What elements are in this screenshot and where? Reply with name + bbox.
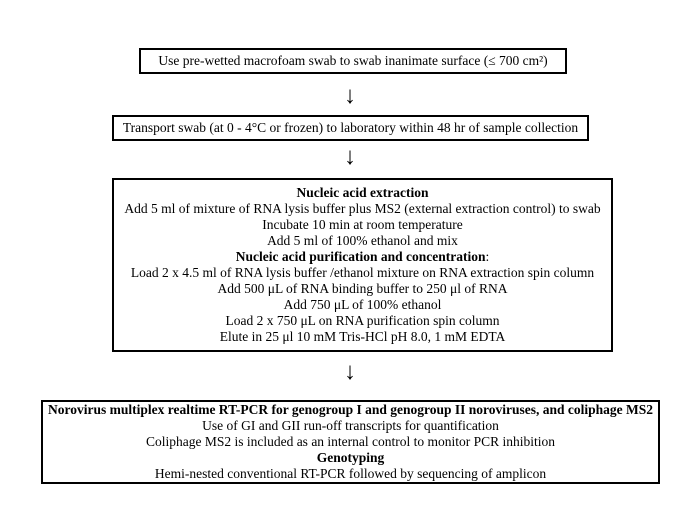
flow-box-extraction <box>112 178 613 352</box>
flow-box-transport <box>112 115 589 141</box>
purification-heading <box>114 249 611 265</box>
step-line: Load 2 x 4.5 ml of RNA lysis buffer /ethanol mixture on RNA extraction spin column <box>130 265 595 280</box>
down-arrow-icon: ↓ <box>344 144 356 170</box>
step-line: Add 5 ml of mixture of RNA lysis buffer plus MS2 (external extraction control) to swab <box>124 201 601 216</box>
step-line: Add 5 ml of 100% ethanol and mix <box>267 233 458 248</box>
step-line: Use of GI and GII run-off transcripts for quantification <box>202 418 499 433</box>
genotyping-heading: Genotyping <box>316 450 385 465</box>
step-line: Incubate 10 min at room temperature <box>262 217 463 232</box>
swab-step-text: Use pre-wetted macrofoam swab to swab inanimate surface (≤ 700 cm²) <box>158 53 548 68</box>
step-line: Coliphage MS2 is included as an internal control to monitor PCR inhibition <box>145 434 556 449</box>
transport-step-text: Transport swab (at 0 - 4°C or frozen) to laboratory within 48 hr of sample collection <box>122 120 579 135</box>
step-line: Load 2 x 750 μL on RNA purification spin column <box>225 313 500 328</box>
flow-box-swab-collection <box>139 48 567 74</box>
flow-box-rtpcr <box>41 400 660 484</box>
step-line: Elute in 25 μl 10 mM Tris-HCl pH 8.0, 1 mM EDTA <box>219 329 506 344</box>
step-line: Add 750 μL of 100% ethanol <box>283 297 442 312</box>
purification-heading-colon: : <box>485 249 490 264</box>
step-line: Hemi-nested conventional RT-PCR followed by sequencing of amplicon <box>154 466 547 481</box>
rtpcr-heading: Norovirus multiplex realtime RT-PCR for genogroup I and genogroup II noroviruses, and coliphage MS2 <box>47 402 654 417</box>
extraction-heading: Nucleic acid extraction <box>296 185 429 200</box>
down-arrow-icon: ↓ <box>344 359 356 385</box>
purification-heading-text: Nucleic acid purification and concentration <box>235 249 486 264</box>
step-line: Add 500 μL of RNA binding buffer to 250 μl of RNA <box>217 281 508 296</box>
down-arrow-icon: ↓ <box>344 83 356 109</box>
